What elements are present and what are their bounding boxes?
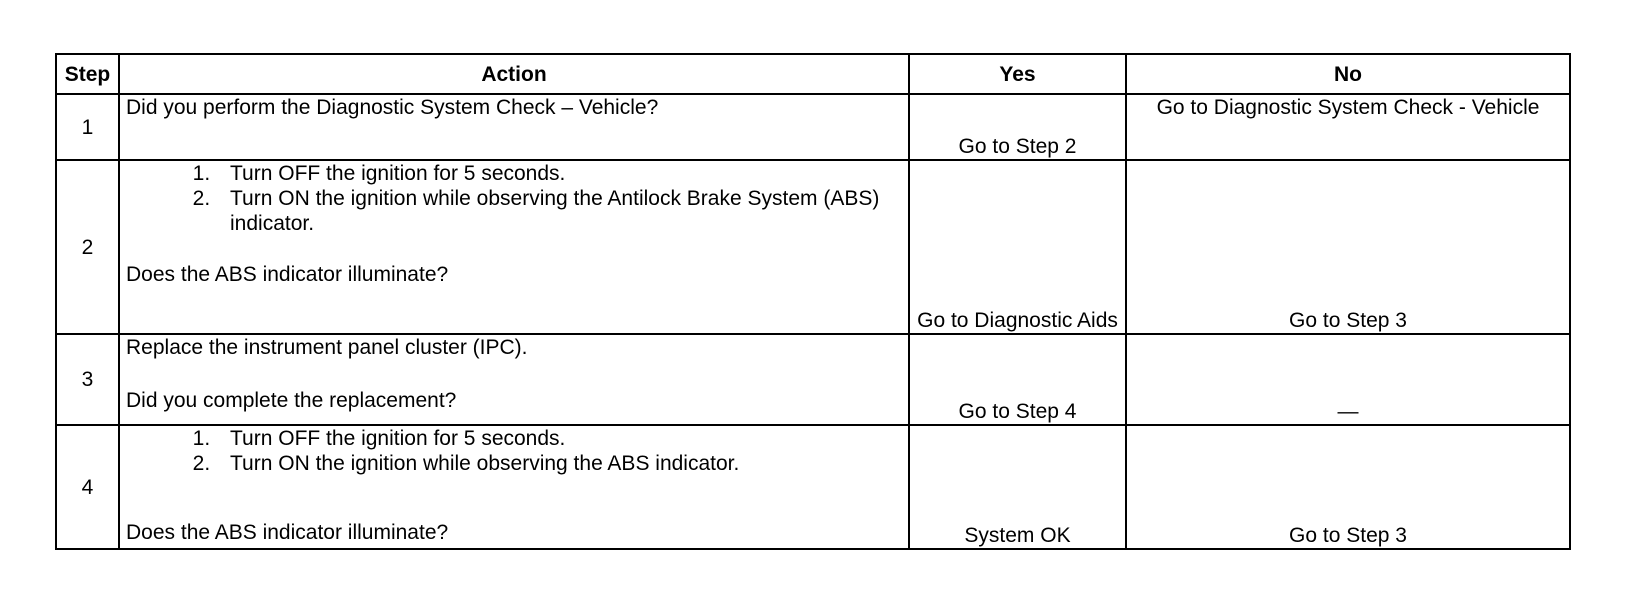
action-cell bbox=[119, 425, 909, 549]
column-header-yes: Yes bbox=[909, 54, 1126, 94]
column-header-no: No bbox=[1126, 54, 1570, 94]
diagnostic-table bbox=[55, 53, 1571, 550]
action-question: Does the ABS indicator illuminate? bbox=[126, 521, 449, 544]
action-cell bbox=[119, 334, 909, 425]
step-number: 2 bbox=[56, 160, 119, 334]
column-header-step: Step bbox=[56, 54, 119, 94]
action-step: 2. Turn ON the ignition while observing the ABS indicator. bbox=[216, 451, 902, 476]
table-row bbox=[56, 425, 1570, 549]
action-step-list bbox=[126, 161, 902, 236]
action-step-list bbox=[126, 426, 902, 476]
action-question: Did you perform the Diagnostic System Check – Vehicle? bbox=[126, 96, 659, 119]
column-header-action: Action bbox=[119, 54, 909, 94]
step-number: 3 bbox=[56, 334, 119, 425]
table-row bbox=[56, 94, 1570, 160]
table-row bbox=[56, 334, 1570, 425]
yes-result: Go to Step 4 bbox=[909, 334, 1126, 425]
action-cell bbox=[119, 94, 909, 160]
yes-result: Go to Diagnostic Aids bbox=[909, 160, 1126, 334]
action-step: 1. Turn OFF the ignition for 5 seconds. bbox=[216, 426, 902, 451]
action-step: 2. Turn ON the ignition while observing the Antilock Brake System (ABS) indicator. bbox=[216, 186, 902, 236]
step-number: 4 bbox=[56, 425, 119, 549]
action-question: Does the ABS indicator illuminate? bbox=[126, 263, 449, 286]
action-instruction: Replace the instrument panel cluster (IPC). bbox=[126, 336, 528, 359]
table-row bbox=[56, 160, 1570, 334]
action-question: Did you complete the replacement? bbox=[126, 389, 457, 412]
step-number: 1 bbox=[56, 94, 119, 160]
yes-result: Go to Step 2 bbox=[909, 94, 1126, 160]
action-step: 1. Turn OFF the ignition for 5 seconds. bbox=[216, 161, 902, 186]
no-result: Go to Step 3 bbox=[1126, 425, 1570, 549]
no-result: Go to Step 3 bbox=[1126, 160, 1570, 334]
yes-result: System OK bbox=[909, 425, 1126, 549]
no-result: — bbox=[1126, 334, 1570, 425]
no-result: Go to Diagnostic System Check - Vehicle bbox=[1126, 94, 1570, 160]
action-cell bbox=[119, 160, 909, 334]
table-header-row bbox=[56, 54, 1570, 94]
